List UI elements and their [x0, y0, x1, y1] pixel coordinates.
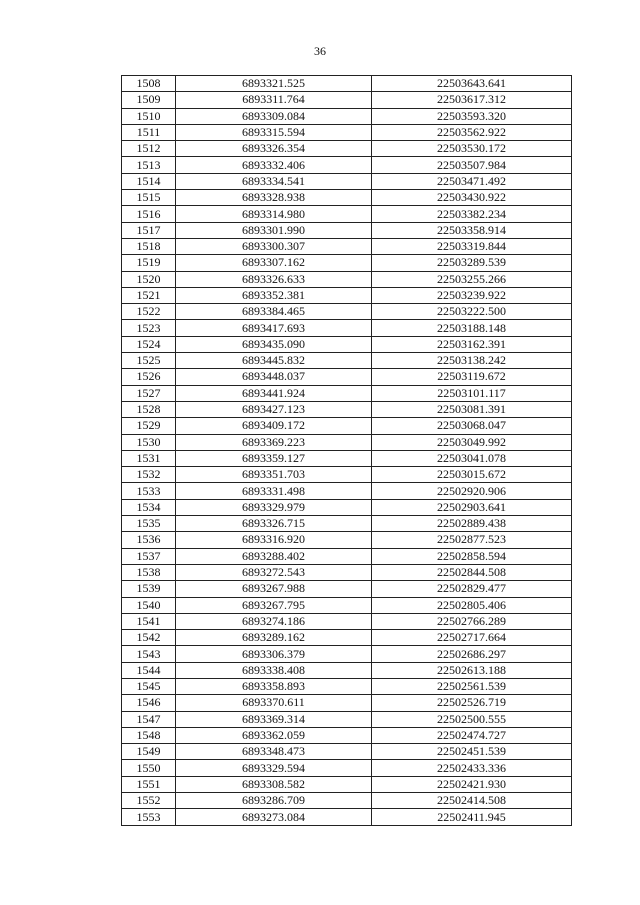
- table-row: [122, 304, 572, 320]
- y-coordinate-cell: 22503222.500: [372, 304, 572, 320]
- y-coordinate-cell: 22502411.945: [372, 809, 572, 825]
- point-number-cell: 1514: [122, 173, 176, 189]
- x-coordinate-cell: 6893328.938: [176, 190, 372, 206]
- point-number-cell: 1537: [122, 548, 176, 564]
- y-coordinate-cell: 22502451.539: [372, 744, 572, 760]
- y-coordinate-cell: 22502920.906: [372, 483, 572, 499]
- x-coordinate-cell: 6893274.186: [176, 613, 372, 629]
- y-coordinate-cell: 22502766.289: [372, 613, 572, 629]
- point-number-cell: 1546: [122, 695, 176, 711]
- y-coordinate-cell: 22503101.117: [372, 385, 572, 401]
- x-coordinate-cell: 6893289.162: [176, 630, 372, 646]
- x-coordinate-cell: 6893273.084: [176, 809, 372, 825]
- table-row: [122, 336, 572, 352]
- table-row: [122, 173, 572, 189]
- y-coordinate-cell: 22503119.672: [372, 369, 572, 385]
- table-row: [122, 76, 572, 92]
- y-coordinate-cell: 22503081.391: [372, 401, 572, 417]
- y-coordinate-cell: 22502717.664: [372, 630, 572, 646]
- x-coordinate-cell: 6893384.465: [176, 304, 372, 320]
- y-coordinate-cell: 22503049.992: [372, 434, 572, 450]
- table-row: [122, 287, 572, 303]
- point-number-cell: 1530: [122, 434, 176, 450]
- y-coordinate-cell: 22502889.438: [372, 516, 572, 532]
- point-number-cell: 1523: [122, 320, 176, 336]
- y-coordinate-cell: 22503643.641: [372, 76, 572, 92]
- point-number-cell: 1510: [122, 108, 176, 124]
- point-number-cell: 1515: [122, 190, 176, 206]
- table-row: [122, 695, 572, 711]
- table-row: [122, 744, 572, 760]
- point-number-cell: 1541: [122, 613, 176, 629]
- point-number-cell: 1513: [122, 157, 176, 173]
- point-number-cell: 1535: [122, 516, 176, 532]
- table-row: [122, 353, 572, 369]
- x-coordinate-cell: 6893286.709: [176, 793, 372, 809]
- table-row: [122, 662, 572, 678]
- table-row: [122, 727, 572, 743]
- x-coordinate-cell: 6893326.715: [176, 516, 372, 532]
- table-row: [122, 793, 572, 809]
- point-number-cell: 1521: [122, 287, 176, 303]
- point-number-cell: 1512: [122, 141, 176, 157]
- table-row: [122, 401, 572, 417]
- x-coordinate-cell: 6893326.633: [176, 271, 372, 287]
- y-coordinate-cell: 22502474.727: [372, 727, 572, 743]
- table-row: [122, 613, 572, 629]
- y-coordinate-cell: 22502805.406: [372, 597, 572, 613]
- y-coordinate-cell: 22503162.391: [372, 336, 572, 352]
- point-number-cell: 1549: [122, 744, 176, 760]
- point-number-cell: 1508: [122, 76, 176, 92]
- page-number: 36: [314, 44, 326, 58]
- y-coordinate-cell: 22503430.922: [372, 190, 572, 206]
- point-number-cell: 1545: [122, 678, 176, 694]
- table-row: [122, 646, 572, 662]
- y-coordinate-cell: 22502686.297: [372, 646, 572, 662]
- x-coordinate-cell: 6893301.990: [176, 222, 372, 238]
- x-coordinate-cell: 6893409.172: [176, 418, 372, 434]
- x-coordinate-cell: 6893267.988: [176, 581, 372, 597]
- table-row: [122, 190, 572, 206]
- table-row: [122, 450, 572, 466]
- point-number-cell: 1553: [122, 809, 176, 825]
- table-row: [122, 467, 572, 483]
- point-number-cell: 1533: [122, 483, 176, 499]
- x-coordinate-cell: 6893370.611: [176, 695, 372, 711]
- point-number-cell: 1519: [122, 255, 176, 271]
- point-number-cell: 1531: [122, 450, 176, 466]
- point-number-cell: 1529: [122, 418, 176, 434]
- table-row: [122, 255, 572, 271]
- x-coordinate-cell: 6893358.893: [176, 678, 372, 694]
- table-row: [122, 597, 572, 613]
- y-coordinate-cell: 22503358.914: [372, 222, 572, 238]
- point-number-cell: 1538: [122, 564, 176, 580]
- x-coordinate-cell: 6893288.402: [176, 548, 372, 564]
- x-coordinate-cell: 6893311.764: [176, 92, 372, 108]
- x-coordinate-cell: 6893331.498: [176, 483, 372, 499]
- table-row: [122, 124, 572, 140]
- y-coordinate-cell: 22502414.508: [372, 793, 572, 809]
- point-number-cell: 1544: [122, 662, 176, 678]
- table-row: [122, 108, 572, 124]
- table-row: [122, 320, 572, 336]
- y-coordinate-cell: 22503041.078: [372, 450, 572, 466]
- y-coordinate-cell: 22503617.312: [372, 92, 572, 108]
- table-row: [122, 141, 572, 157]
- x-coordinate-cell: 6893321.525: [176, 76, 372, 92]
- point-number-cell: 1527: [122, 385, 176, 401]
- point-number-cell: 1547: [122, 711, 176, 727]
- y-coordinate-cell: 22503507.984: [372, 157, 572, 173]
- point-number-cell: 1520: [122, 271, 176, 287]
- table-row: [122, 222, 572, 238]
- x-coordinate-cell: 6893326.354: [176, 141, 372, 157]
- point-number-cell: 1539: [122, 581, 176, 597]
- table-row: [122, 499, 572, 515]
- table-row: [122, 711, 572, 727]
- x-coordinate-cell: 6893369.223: [176, 434, 372, 450]
- x-coordinate-cell: 6893435.090: [176, 336, 372, 352]
- point-number-cell: 1509: [122, 92, 176, 108]
- x-coordinate-cell: 6893351.703: [176, 467, 372, 483]
- point-number-cell: 1540: [122, 597, 176, 613]
- point-number-cell: 1550: [122, 760, 176, 776]
- y-coordinate-cell: 22502500.555: [372, 711, 572, 727]
- y-coordinate-cell: 22503138.242: [372, 353, 572, 369]
- x-coordinate-cell: 6893359.127: [176, 450, 372, 466]
- table-row: [122, 548, 572, 564]
- point-number-cell: 1542: [122, 630, 176, 646]
- x-coordinate-cell: 6893338.408: [176, 662, 372, 678]
- table-row: [122, 581, 572, 597]
- point-number-cell: 1528: [122, 401, 176, 417]
- x-coordinate-cell: 6893352.381: [176, 287, 372, 303]
- table-row: [122, 369, 572, 385]
- table-row: [122, 385, 572, 401]
- point-number-cell: 1517: [122, 222, 176, 238]
- x-coordinate-cell: 6893448.037: [176, 369, 372, 385]
- table-row: [122, 532, 572, 548]
- table-row: [122, 418, 572, 434]
- y-coordinate-cell: 22503530.172: [372, 141, 572, 157]
- table-row: [122, 516, 572, 532]
- point-number-cell: 1522: [122, 304, 176, 320]
- table-row: [122, 157, 572, 173]
- coordinates-table-body: [122, 76, 572, 826]
- x-coordinate-cell: 6893300.307: [176, 238, 372, 254]
- y-coordinate-cell: 22502433.336: [372, 760, 572, 776]
- table-row: [122, 483, 572, 499]
- point-number-cell: 1552: [122, 793, 176, 809]
- point-number-cell: 1518: [122, 238, 176, 254]
- y-coordinate-cell: 22502844.508: [372, 564, 572, 580]
- y-coordinate-cell: 22503471.492: [372, 173, 572, 189]
- x-coordinate-cell: 6893369.314: [176, 711, 372, 727]
- x-coordinate-cell: 6893441.924: [176, 385, 372, 401]
- y-coordinate-cell: 22503382.234: [372, 206, 572, 222]
- x-coordinate-cell: 6893329.594: [176, 760, 372, 776]
- table-row: [122, 434, 572, 450]
- y-coordinate-cell: 22502421.930: [372, 776, 572, 792]
- x-coordinate-cell: 6893314.980: [176, 206, 372, 222]
- x-coordinate-cell: 6893329.979: [176, 499, 372, 515]
- table-row: [122, 678, 572, 694]
- x-coordinate-cell: 6893348.473: [176, 744, 372, 760]
- table-row: [122, 760, 572, 776]
- table-row: [122, 271, 572, 287]
- y-coordinate-cell: 22502903.641: [372, 499, 572, 515]
- x-coordinate-cell: 6893427.123: [176, 401, 372, 417]
- x-coordinate-cell: 6893272.543: [176, 564, 372, 580]
- x-coordinate-cell: 6893316.920: [176, 532, 372, 548]
- point-number-cell: 1525: [122, 353, 176, 369]
- table-row: [122, 809, 572, 825]
- y-coordinate-cell: 22503593.320: [372, 108, 572, 124]
- y-coordinate-cell: 22502829.477: [372, 581, 572, 597]
- point-number-cell: 1526: [122, 369, 176, 385]
- x-coordinate-cell: 6893306.379: [176, 646, 372, 662]
- x-coordinate-cell: 6893308.582: [176, 776, 372, 792]
- y-coordinate-cell: 22502877.523: [372, 532, 572, 548]
- point-number-cell: 1548: [122, 727, 176, 743]
- table-row: [122, 238, 572, 254]
- x-coordinate-cell: 6893334.541: [176, 173, 372, 189]
- point-number-cell: 1543: [122, 646, 176, 662]
- point-number-cell: 1516: [122, 206, 176, 222]
- y-coordinate-cell: 22502613.188: [372, 662, 572, 678]
- y-coordinate-cell: 22503239.922: [372, 287, 572, 303]
- x-coordinate-cell: 6893362.059: [176, 727, 372, 743]
- table-row: [122, 776, 572, 792]
- x-coordinate-cell: 6893417.693: [176, 320, 372, 336]
- table-row: [122, 564, 572, 580]
- x-coordinate-cell: 6893332.406: [176, 157, 372, 173]
- point-number-cell: 1511: [122, 124, 176, 140]
- x-coordinate-cell: 6893315.594: [176, 124, 372, 140]
- y-coordinate-cell: 22503562.922: [372, 124, 572, 140]
- y-coordinate-cell: 22502561.539: [372, 678, 572, 694]
- table-row: [122, 92, 572, 108]
- y-coordinate-cell: 22503289.539: [372, 255, 572, 271]
- table-row: [122, 206, 572, 222]
- y-coordinate-cell: 22503188.148: [372, 320, 572, 336]
- point-number-cell: 1534: [122, 499, 176, 515]
- y-coordinate-cell: 22502526.719: [372, 695, 572, 711]
- point-number-cell: 1551: [122, 776, 176, 792]
- y-coordinate-cell: 22503255.266: [372, 271, 572, 287]
- y-coordinate-cell: 22503319.844: [372, 238, 572, 254]
- y-coordinate-cell: 22503068.047: [372, 418, 572, 434]
- x-coordinate-cell: 6893445.832: [176, 353, 372, 369]
- point-number-cell: 1524: [122, 336, 176, 352]
- x-coordinate-cell: 6893309.084: [176, 108, 372, 124]
- x-coordinate-cell: 6893267.795: [176, 597, 372, 613]
- y-coordinate-cell: 22502858.594: [372, 548, 572, 564]
- y-coordinate-cell: 22503015.672: [372, 467, 572, 483]
- coordinates-table: [121, 75, 572, 826]
- point-number-cell: 1532: [122, 467, 176, 483]
- table-row: [122, 630, 572, 646]
- point-number-cell: 1536: [122, 532, 176, 548]
- x-coordinate-cell: 6893307.162: [176, 255, 372, 271]
